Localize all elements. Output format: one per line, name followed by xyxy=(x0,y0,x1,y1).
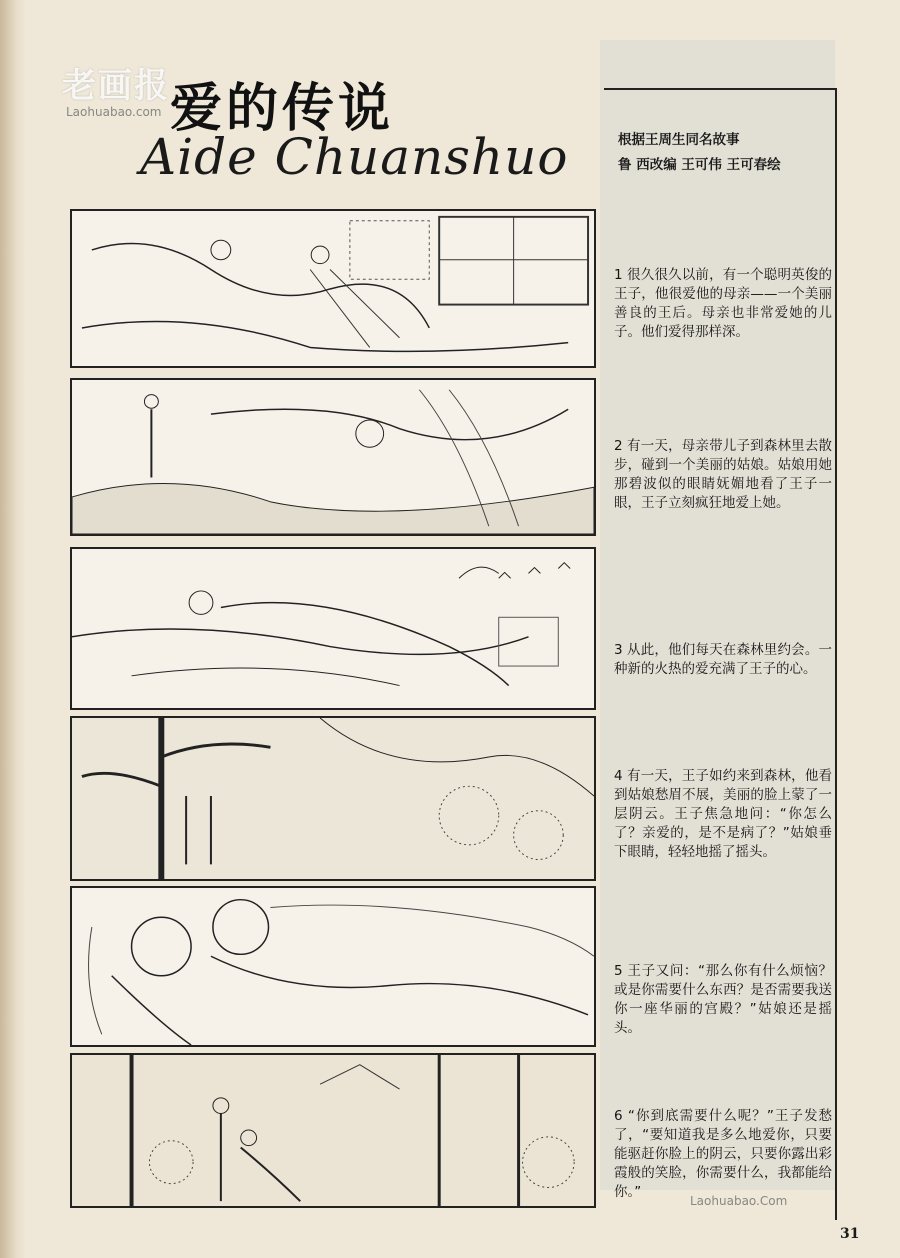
caption-4: 4 有一天，王子如约来到森林，他看到姑娘愁眉不展，美丽的脸上蒙了一层阴云。王子焦急地问：“你怎么了？亲爱的，是不是病了？”姑娘垂下眼睛，轻轻地摇了摇头。 xyxy=(614,768,832,860)
watermark-url-bottom: Laohuabao.Com xyxy=(690,1194,788,1208)
comic-panel-2 xyxy=(70,378,596,536)
comic-panel-4 xyxy=(70,716,596,881)
credits-authors: 鲁 西改编 王可伟 王可春绘 xyxy=(618,157,781,173)
watermark-url: Laohuabao.com xyxy=(66,105,162,119)
page-title: 爱的传说 xyxy=(170,79,395,139)
caption-2: 2 有一天，母亲带儿子到森林里去散步，碰到一个美丽的姑娘。姑娘用她那碧波似的眼睛妩媚地看了王子一眼，王子立刻疯狂地爱上她。 xyxy=(614,438,832,511)
caption-6: 6 “你到底需要什么呢？”王子发愁了，“要知道我是多么地爱你，只要能驱赶你脸上的阴云，只要你露出彩霞般的笑脸，你需要什么，我都能给你。” xyxy=(614,1108,832,1200)
title-pinyin: Aide Chuanshuo xyxy=(140,128,569,186)
comic-panel-1 xyxy=(70,209,596,368)
comic-panel-3 xyxy=(70,547,596,710)
comic-panel-6 xyxy=(70,1053,596,1208)
credits-source: 根据王周生同名故事 xyxy=(618,132,740,148)
page-number: 31 xyxy=(840,1226,860,1242)
page-edge xyxy=(0,0,26,1258)
credits xyxy=(618,128,833,178)
caption-5: 5 王子又问：“那么你有什么烦恼？或是你需要什么东西？是否需要我送你一座华丽的宫殿？”姑娘还是摇头。 xyxy=(614,963,832,1036)
caption-1: 1 很久很久以前，有一个聪明英俊的王子，他很爱他的母亲——一个美丽善良的王后。母亲也非常爱她的儿子。他们爱得那样深。 xyxy=(614,267,832,340)
watermark-logo: 老画报 xyxy=(62,66,170,106)
caption-3: 3 从此，他们每天在森林里约会。一种新的火热的爱充满了王子的心。 xyxy=(614,642,832,677)
comic-panel-5 xyxy=(70,886,596,1047)
